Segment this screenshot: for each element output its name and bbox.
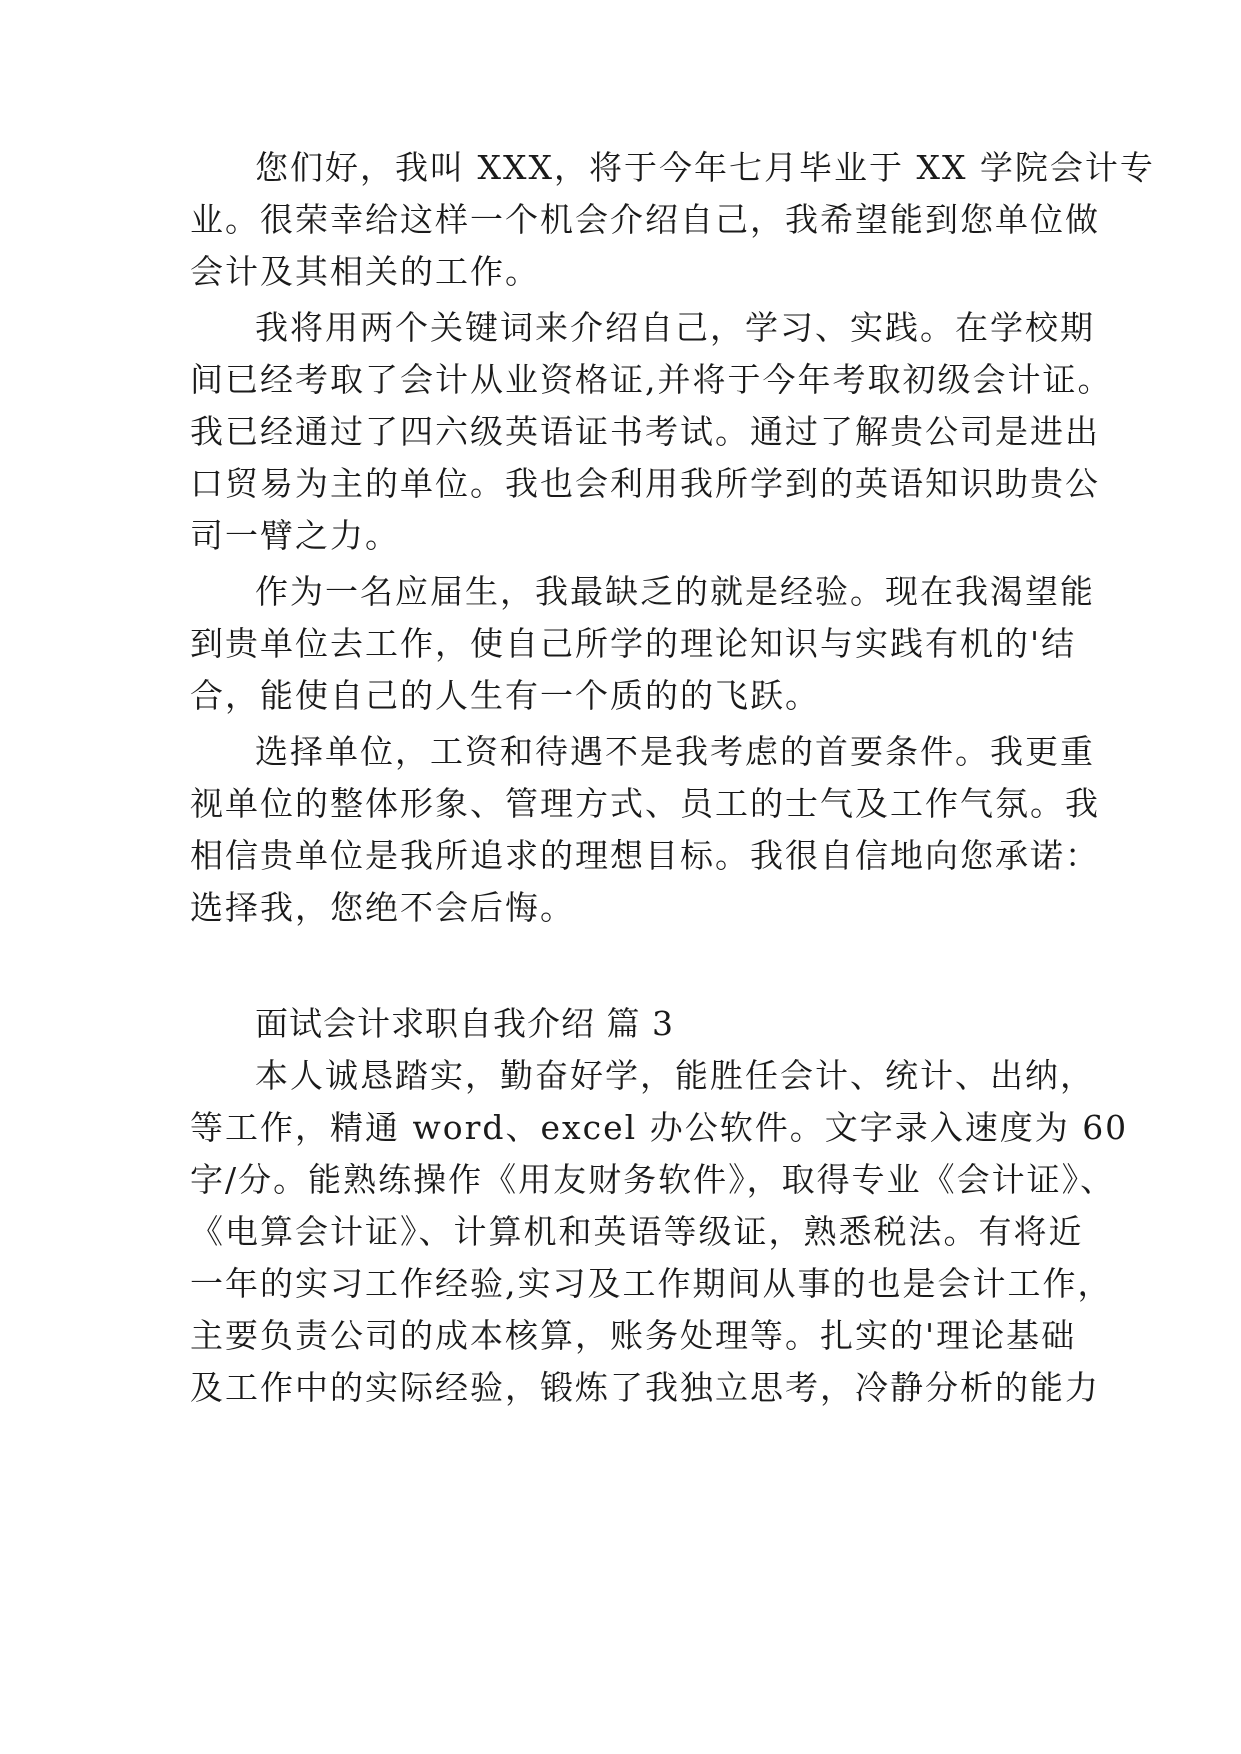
paragraph-line: 选择单位，工资和待遇不是我考虑的首要条件。我更重 [255, 732, 1095, 771]
paragraph-line: 我已经通过了四六级英语证书考试。通过了解贵公司是进出 [190, 412, 1100, 451]
paragraph-line: 一年的实习工作经验,实习及工作期间从事的也是会计工作， [190, 1264, 1113, 1303]
paragraph-line: 选择我，您绝不会后悔。 [190, 888, 575, 927]
paragraph-line: 业。很荣幸给这样一个机会介绍自己，我希望能到您单位做 [190, 200, 1100, 239]
paragraph-line: 口贸易为主的单位。我也会利用我所学到的英语知识助贵公 [190, 464, 1100, 503]
paragraph-line: 字/分。能熟练操作《用友财务软件》，取得专业《会计证》、 [190, 1160, 1116, 1199]
paragraph-line: 司一臂之力。 [190, 516, 400, 555]
paragraph-line: 到贵单位去工作，使自己所学的理论知识与实践有机的'结 [190, 624, 1077, 663]
paragraph-line: 相信贵单位是我所追求的理想目标。我很自信地向您承诺： [190, 836, 1100, 875]
paragraph-line: 会计及其相关的工作。 [190, 252, 540, 291]
paragraph-line: 您们好，我叫 XXX，将于今年七月毕业于 XX 学院会计专 [255, 148, 1155, 187]
paragraph-line: 间已经考取了会计从业资格证,并将于今年考取初级会计证。 [190, 360, 1113, 399]
section-heading: 面试会计求职自我介绍 篇 3 [255, 1004, 674, 1043]
paragraph-line: 等工作，精通 word、excel 办公软件。文字录入速度为 60 [190, 1108, 1129, 1147]
paragraph-line: 主要负责公司的成本核算，账务处理等。扎实的'理论基础 [190, 1316, 1077, 1355]
paragraph-line: 《电算会计证》、计算机和英语等级证，熟悉税法。有将近 [190, 1212, 1084, 1251]
paragraph-line: 我将用两个关键词来介绍自己，学习、实践。在学校期 [255, 308, 1095, 347]
paragraph-line: 视单位的整体形象、管理方式、员工的士气及工作气氛。我 [190, 784, 1100, 823]
paragraph-line: 本人诚恳踏实，勤奋好学，能胜任会计、统计、出纳， [255, 1056, 1095, 1095]
paragraph-line: 及工作中的实际经验，锻炼了我独立思考，冷静分析的能力 [190, 1368, 1100, 1407]
paragraph-line: 作为一名应届生，我最缺乏的就是经验。现在我渴望能 [255, 572, 1095, 611]
paragraph-line: 合，能使自己的人生有一个质的的飞跃。 [190, 676, 820, 715]
